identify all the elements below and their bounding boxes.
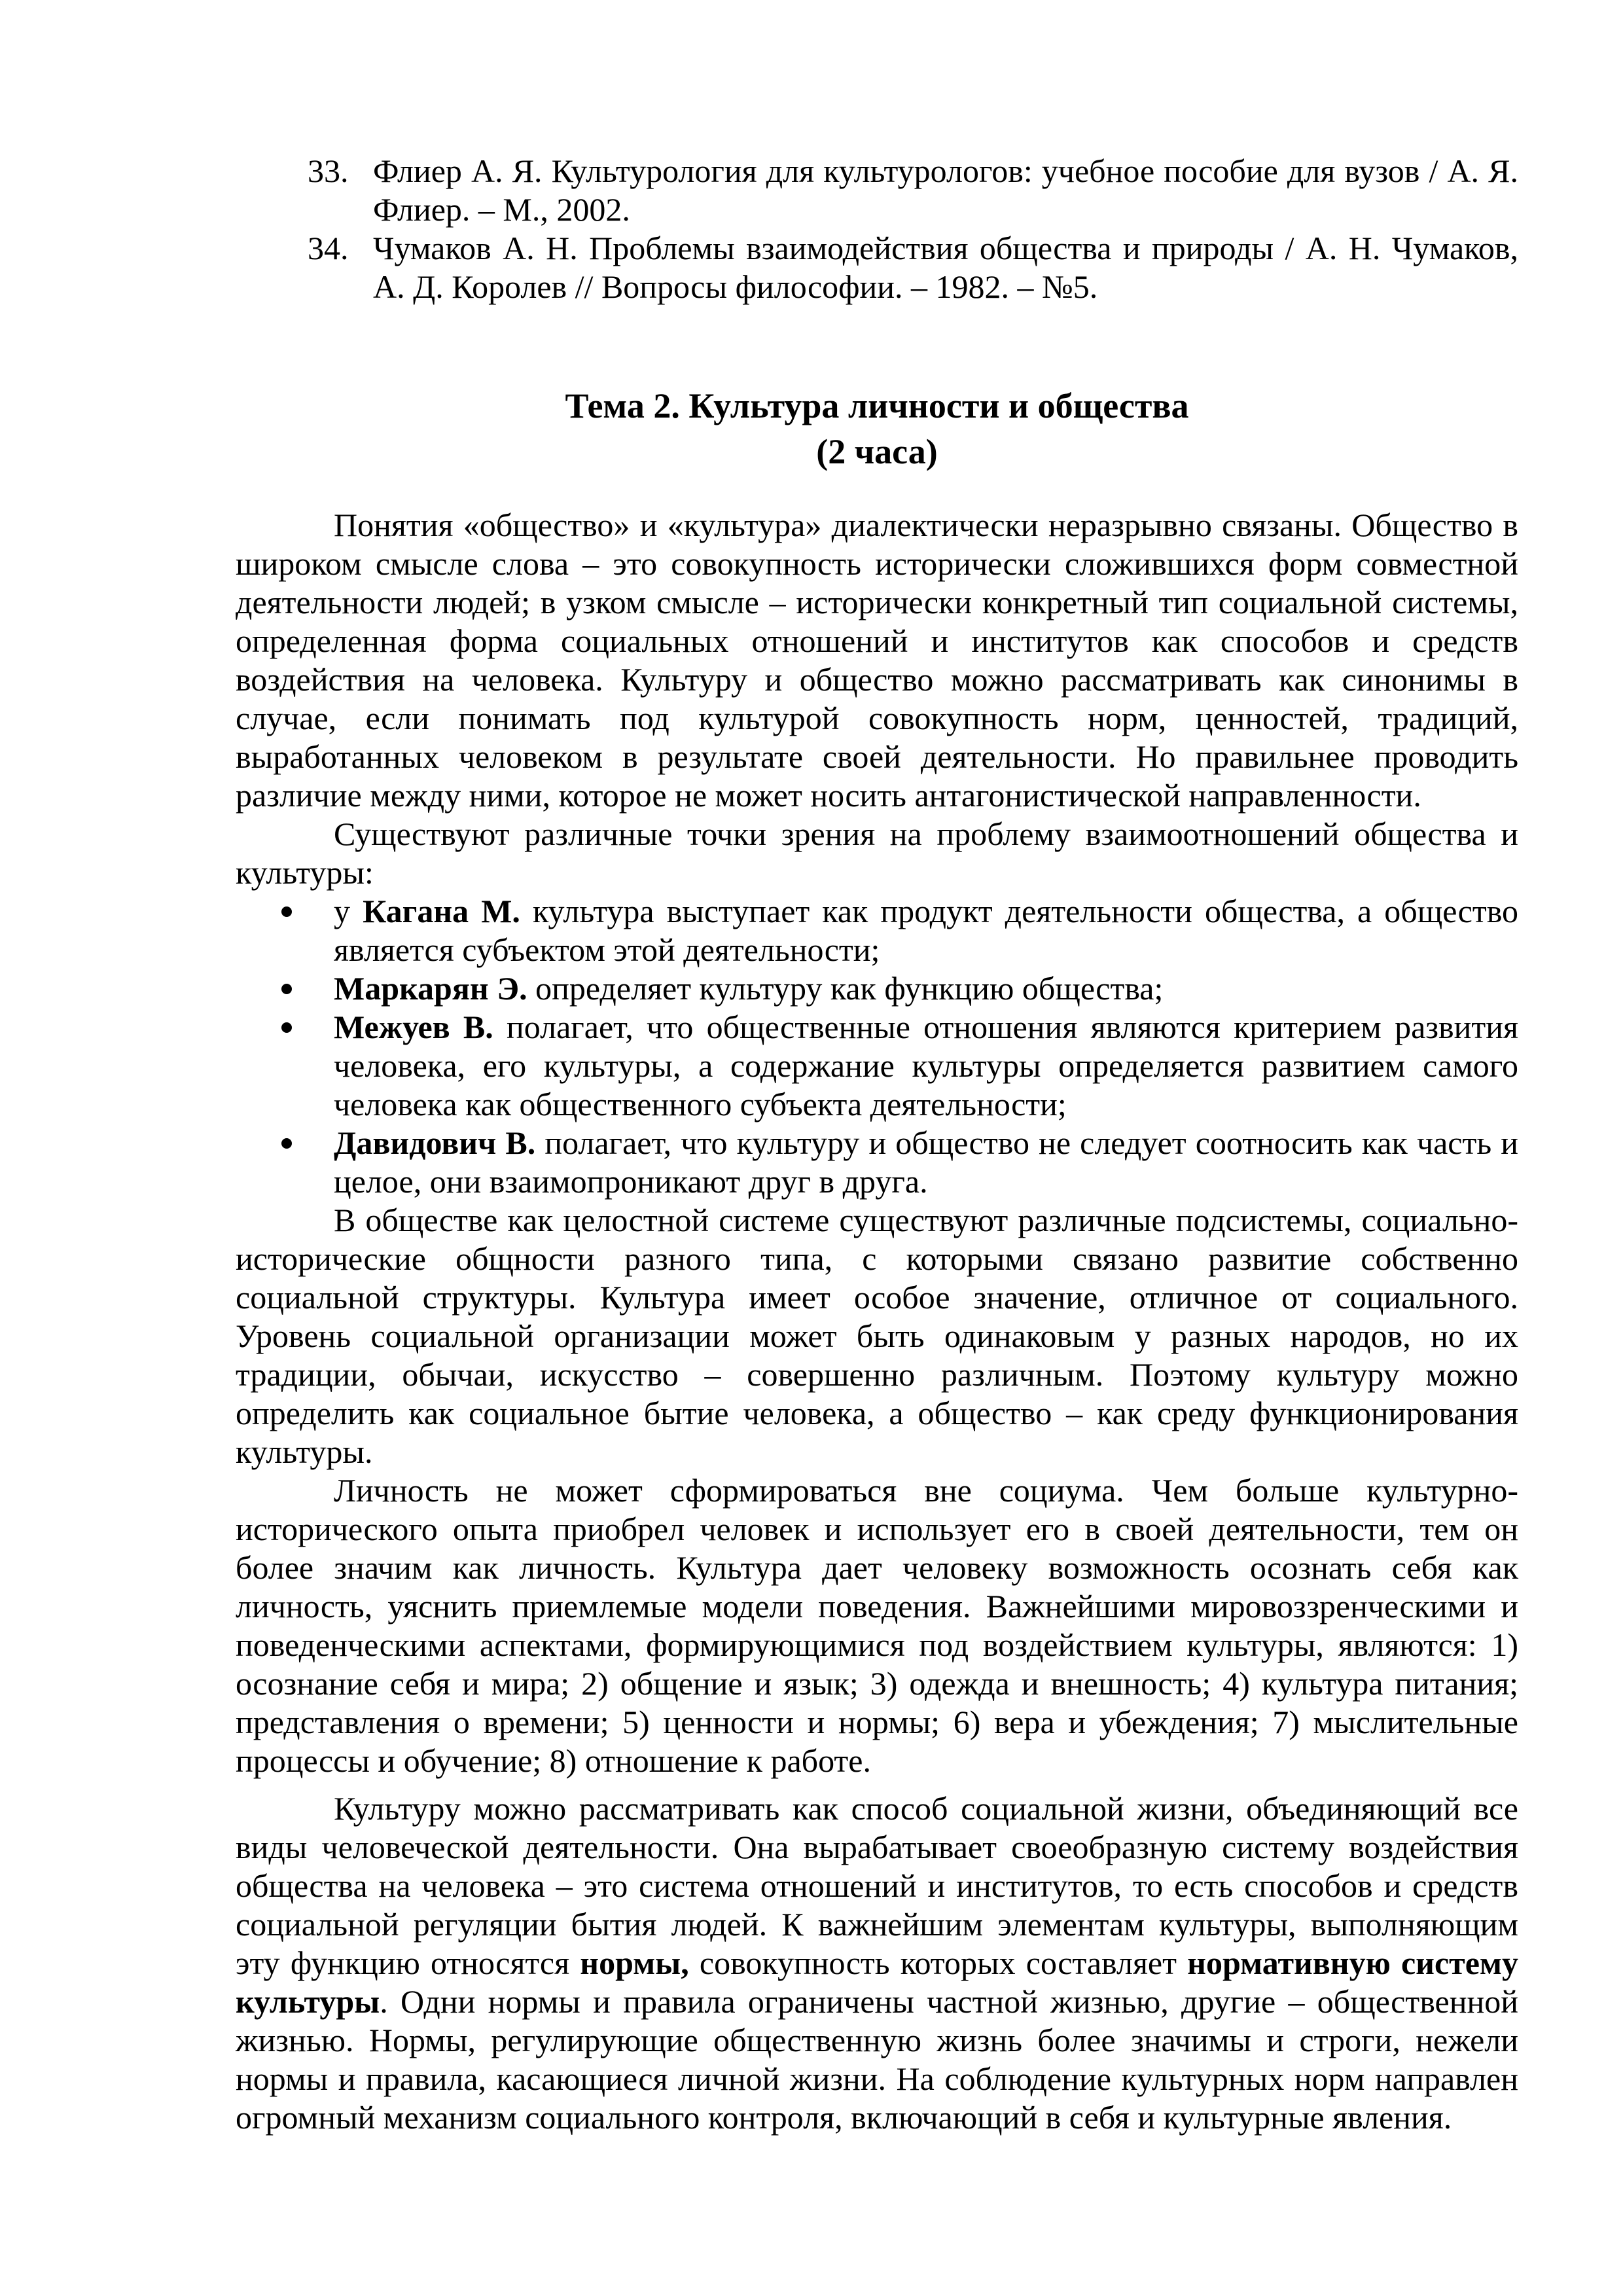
author-name: Межуев В. (334, 1009, 493, 1045)
reference-list (308, 152, 1518, 306)
bullet-icon (281, 1138, 292, 1149)
reference-item (308, 152, 1518, 229)
paragraph (236, 1789, 1518, 2137)
bold-term: нормы, (580, 1945, 689, 1981)
author-name: Маркарян Э. (334, 970, 527, 1007)
section-duration: (2 часа) (816, 432, 938, 471)
list-item (236, 1124, 1518, 1201)
paragraph-text: совокупность которых составляет (688, 1945, 1188, 1981)
author-name: Давидович В. (334, 1124, 536, 1161)
paragraph-text: Культуру можно рассматривать как способ социальной жизни, объединяющий все виды человеческой деятельности. Она вырабатывает своеобразную систему воздействия общества на человека – это система отношений и институтов, то есть способов и средств социальной регуляции бытия людей. К важнейшим элементам культуры, выполняющим эту функцию относятся (236, 1790, 1518, 1981)
list-item (236, 969, 1518, 1008)
bullet-text: определяет культуру как функцию общества; (527, 970, 1164, 1007)
reference-item (308, 229, 1518, 306)
main-text (236, 506, 1518, 2137)
paragraph: Существуют различные точки зрения на проблему взаимоотношений общества и культуры: (236, 816, 1518, 891)
bullet-icon (281, 1022, 292, 1033)
reference-number: 33. (308, 152, 349, 189)
bullet-icon (281, 984, 292, 994)
bullet-prefix: у (334, 893, 363, 929)
reference-text: Чумаков А. Н. Проблемы взаимодействия общества и природы / А. Н. Чумаков, А. Д. Королев // Вопросы философии. – 1982. – №5. (373, 230, 1518, 305)
author-name: Кагана М. (363, 893, 520, 929)
section-title: Тема 2. Культура личности и общества (565, 386, 1189, 425)
bullet-text: полагает, что общественные отношения являются критерием развития человека, его культуры, а содержание культуры определяется развитием самого человека как общественного субъекта деятельности; (334, 1009, 1518, 1122)
paragraph-gap (236, 1780, 1518, 1789)
bullet-icon (281, 906, 292, 917)
bold-term: нормативную систему культуры (236, 1945, 1518, 2020)
viewpoints-list (236, 892, 1518, 1201)
bullet-text: культура выступает как продукт деятельности общества, а общество является субъектом этой деятельности; (334, 893, 1518, 968)
reference-number: 34. (308, 230, 349, 266)
paragraph: Личность не может сформироваться вне социума. Чем больше культурно-исторического опыта приобрел человек и использует его в своей деятельности, тем он более значим как личность. Культура дает человеку возможность осознать себя как личность, уяснить приемлемые модели поведения. Важнейшими мировоззренческими и поведенческими аспектами, формирующимися под воздействием культуры, являются: 1) осознание себя и мира; 2) общение и язык; 3) одежда и внешность; 4) культура питания; представления о времени; 5) ценности и нормы; 6) вера и убеждения; 7) мыслительные процессы и обучение; 8) отношение к работе. (236, 1472, 1518, 1779)
list-item (236, 1008, 1518, 1124)
reference-text: Флиер А. Я. Культурология для культурологов: учебное пособие для вузов / А. Я. Флиер. – М., 2002. (373, 152, 1518, 228)
list-item (236, 892, 1518, 969)
paragraph: В обществе как целостной системе существуют различные подсистемы, социально-исторические общности разного типа, с которыми связано развитие собственно социальной структуры. Культура имеет особое значение, отличное от социального. Уровень социальной организации может быть одинаковым у разных народов, но их традиции, обычаи, искусство – совершенно различным. Поэтому культуру можно определить как социальное бытие человека, а общество – как среду функционирования культуры. (236, 1202, 1518, 1470)
paragraph: Понятия «общество» и «культура» диалектически неразрывно связаны. Общество в широком смысле слова – это совокупность исторически сложившихся форм совместной деятельности людей; в узком смысле – исторически конкретный тип социальной системы, определенная форма социальных отношений и институтов как способов и средств воздействия на человека. Культуру и общество можно рассматривать как синонимы в случае, если понимать под культурой совокупность норм, ценностей, традиций, выработанных человеком в результате своей деятельности. Но правильнее проводить различие между ними, которое не может носить антагонистической направленности. (236, 507, 1518, 814)
paragraph-text: . Одни нормы и правила ограничены частной жизнью, другие – общественной жизнью. Нормы, регулирующие общественную жизнь более значимы и строги, нежели нормы и правила, касающиеся личной жизни. На соблюдение культурных норм направлен огромный механизм социального контроля, включающий в себя и культурные явления. (236, 1983, 1518, 2136)
section-heading (236, 383, 1518, 475)
bullet-text: полагает, что культуру и общество не следует соотносить как часть и целое, они взаимопроникают друг в друга. (334, 1124, 1518, 1200)
